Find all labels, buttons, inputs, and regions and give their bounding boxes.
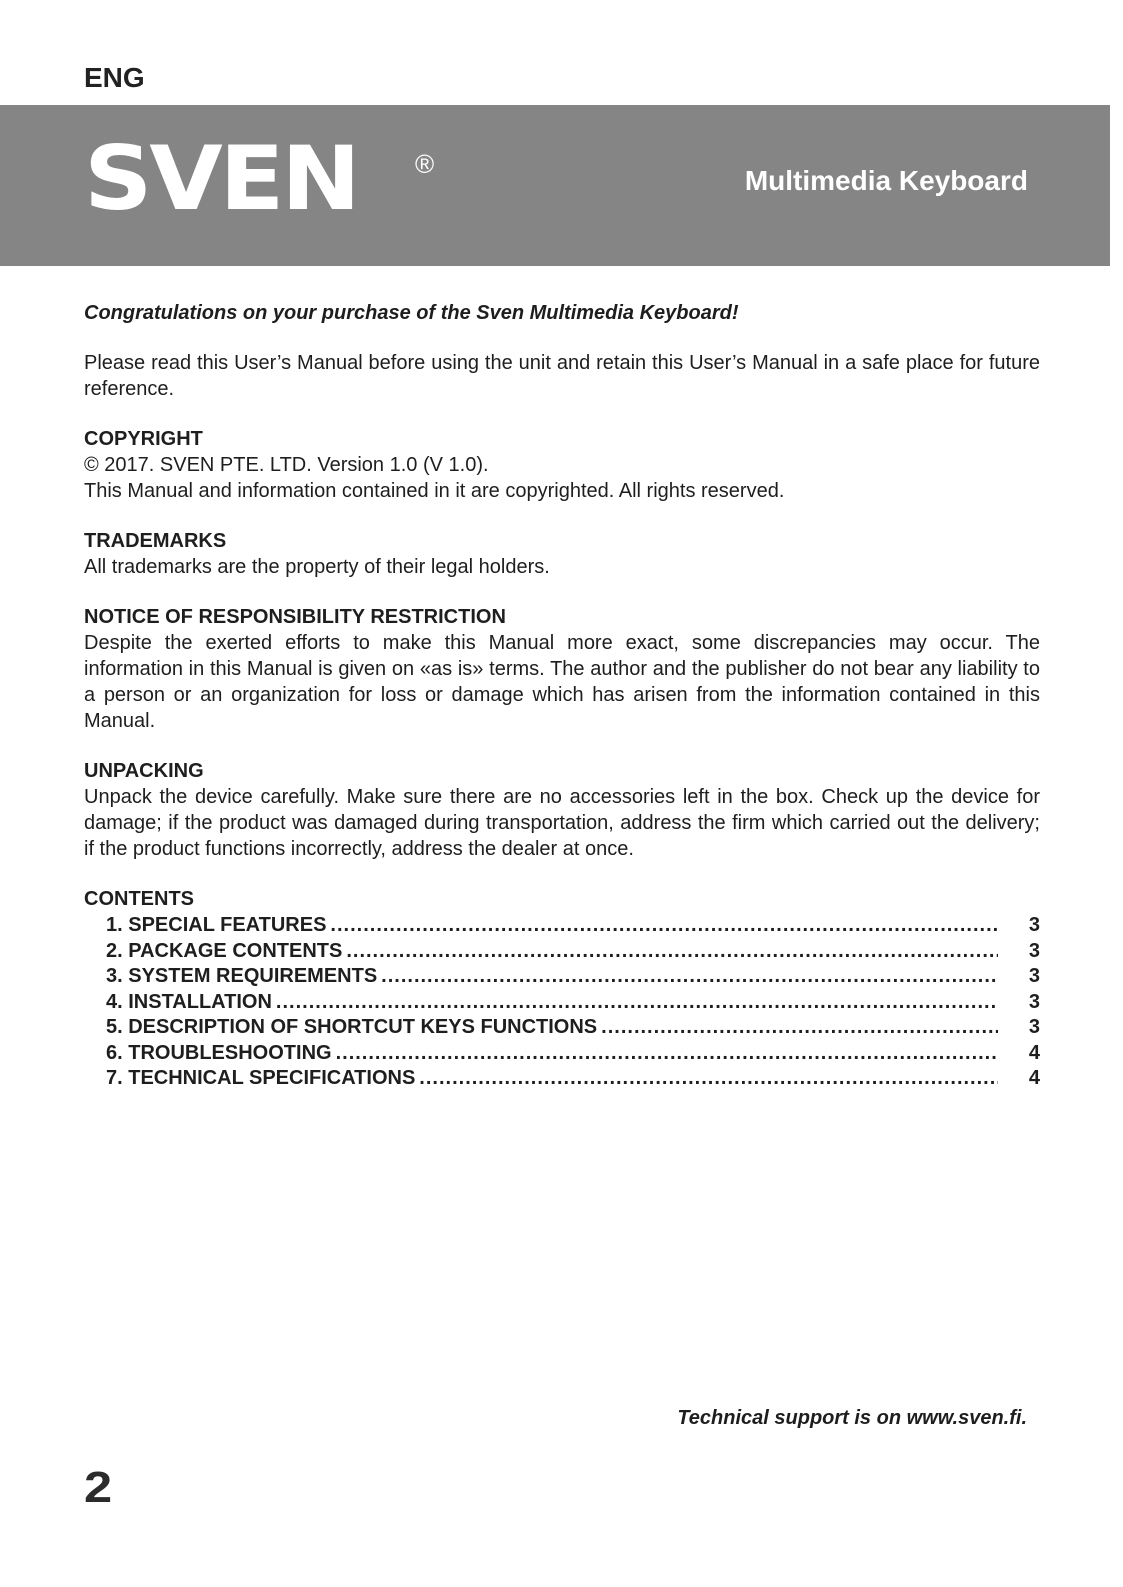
toc-leader: [419, 1065, 998, 1091]
page-number: 2: [84, 1463, 113, 1512]
toc-item[interactable]: [84, 1040, 1040, 1066]
read-notice: Please read this User’s Manual before using the unit and retain this User’s Manual in a safe place for future reference.: [84, 352, 1040, 400]
toc-item[interactable]: [84, 1065, 1040, 1091]
toc-item-page: 4: [1028, 1041, 1040, 1064]
toc-item-label: 2. PACKAGE CONTENTS: [106, 939, 343, 962]
toc-item-page: 4: [1028, 1067, 1040, 1089]
toc-item-page: 3: [1028, 914, 1040, 936]
toc-item-label: 4. INSTALLATION: [106, 990, 272, 1013]
registered-mark: ®: [415, 149, 435, 179]
toc-item-label: 1. SPECIAL FEATURES: [106, 914, 327, 936]
toc-leader: [336, 1040, 998, 1066]
toc-leader: [330, 912, 998, 938]
toc-item-label: 6. TROUBLESHOOTING: [106, 1041, 332, 1064]
manual-content: [84, 300, 1040, 1091]
technical-support-text: Technical support is on www.sven.fi.: [677, 1407, 1027, 1429]
unpacking-heading: UNPACKING: [84, 760, 204, 782]
notice-text: Despite the exerted efforts to make this Manual more exact, some discrepancies may occur. The information in this Manual is given on «as is» terms. The author and the publisher do not bear any liability to a person or an organization for loss or damage which has arisen from the information contained in this Manual.: [84, 632, 1040, 732]
trademarks-heading: TRADEMARKS: [84, 530, 227, 552]
toc-item[interactable]: [84, 963, 1040, 989]
congratulations-text: Congratulations on your purchase of the Sven Multimedia Keyboard!: [84, 302, 739, 324]
toc-item[interactable]: [84, 912, 1040, 938]
language-label: ENG: [84, 62, 145, 93]
toc-item[interactable]: [84, 1014, 1040, 1040]
copyright-line-2: This Manual and information contained in it are copyrighted. All rights reserved.: [84, 480, 785, 502]
contents-section: [84, 886, 1040, 1091]
header-banner: [0, 105, 1110, 266]
trademarks-text: All trademarks are the property of their legal holders.: [84, 556, 550, 578]
toc-item[interactable]: [84, 938, 1040, 964]
toc-item[interactable]: [84, 989, 1040, 1015]
toc-item-page: 3: [1028, 990, 1040, 1013]
toc-item-page: 3: [1028, 1016, 1040, 1038]
copyright-heading: COPYRIGHT: [84, 428, 203, 450]
toc-leader: [381, 963, 998, 989]
toc-leader: [601, 1014, 998, 1040]
copyright-section: [84, 426, 1040, 504]
unpacking-text: Unpack the device carefully. Make sure there are no accessories left in the box. Check up the device for damage; if the product was damaged during transportation, address the firm which carried out the delivery; if the product functions incorrectly, address the dealer at once.: [84, 786, 1040, 860]
unpacking-section: [84, 758, 1040, 862]
contents-heading: CONTENTS: [84, 888, 194, 910]
notice-section: [84, 604, 1040, 734]
toc-item-page: 3: [1028, 939, 1040, 962]
toc-leader: [276, 989, 998, 1015]
toc-item-page: 3: [1028, 965, 1040, 987]
copyright-line-1: © 2017. SVEN PTE. LTD. Version 1.0 (V 1.0).: [84, 454, 489, 476]
toc-leader: [346, 938, 998, 964]
toc-item-label: 3. SYSTEM REQUIREMENTS: [106, 965, 378, 987]
table-of-contents: [84, 912, 1040, 1091]
notice-heading: NOTICE OF RESPONSIBILITY RESTRICTION: [84, 606, 506, 628]
product-title: Multimedia Keyboard: [744, 165, 1028, 196]
trademarks-section: [84, 528, 1040, 580]
sven-logo: SVEN: [84, 127, 358, 230]
toc-item-label: 5. DESCRIPTION OF SHORTCUT KEYS FUNCTIONS: [106, 1016, 598, 1038]
toc-item-label: 7. TECHNICAL SPECIFICATIONS: [106, 1067, 416, 1089]
